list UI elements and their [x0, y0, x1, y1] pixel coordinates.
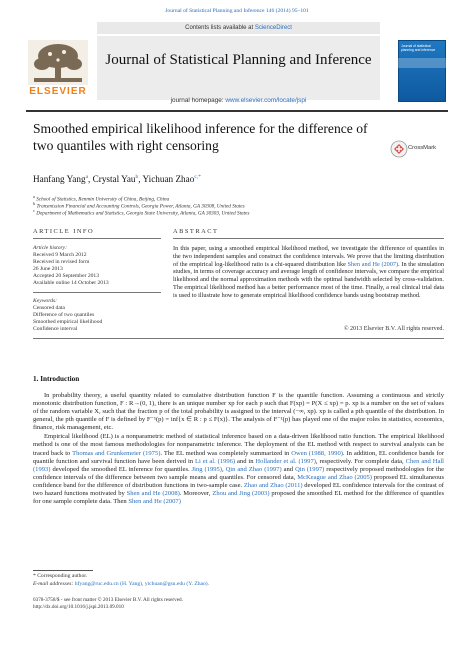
intro-body [33, 392, 444, 507]
affiliation-sup: c [33, 208, 35, 213]
affiliation [33, 208, 249, 217]
keyword: Difference of two quantiles [33, 312, 95, 318]
text-run: Empirical likelihood (EL) is a nonparametric method of statistical inference based on a data-driven likelihood ratio function. The empirical likelihood method is one of the most famous methodologies for nonparametric inference. The deployment of the EL method with respect to survival analysis can be traced back to [33, 433, 444, 457]
author-sup: a [85, 174, 89, 180]
text-run: , respectively. For complete data, [315, 457, 406, 465]
citation-link[interactable]: Shen and He (2007) [128, 497, 181, 505]
email-label: E-mail addresses: [33, 581, 75, 587]
keyword: Smoothed empirical likelihood [33, 319, 103, 325]
abstract-part: In this paper, using a smoothed empirical likelihood method, we investigate the difference of quantiles in the two independent samples and construct the confidence intervals. We prove that the limiting distribution of the empirical log-likelihood ratio is a chi-squared distribution like [173, 245, 444, 268]
author-sup: b [135, 174, 139, 180]
journal-title: Journal of Statistical Planning and Inference [105, 52, 372, 68]
citation-link[interactable]: Owen (1988, 1990) [291, 449, 343, 457]
affiliation-text: Transmission Financial and Accounting Controls, Georgia Power, Atlanta, GA 30308, United States [36, 203, 245, 210]
history-item: 26 June 2013 [33, 266, 63, 272]
affiliation-text: Department of Mathematics and Statistics, Georgia State University, Atlanta, GA 30303, United States [36, 210, 250, 217]
citation-link[interactable]: Hollander et al. (1997) [255, 457, 316, 465]
author-sup: c,* [194, 174, 201, 180]
history-label: Article history: [33, 245, 68, 251]
history-item: Available online 14 October 2013 [33, 280, 109, 286]
author-list: Hanfang Yang$^a$, Crystal Yau$^b$, Yichuan Zhao$^{c,*}$ [33, 174, 201, 185]
corresponding-author-note: * Corresponding author. [33, 573, 88, 579]
citation-link[interactable]: McKeague and Zhao (2005) [297, 473, 372, 481]
copyright: © 2013 Elsevier B.V. All rights reserved. [343, 326, 444, 332]
text-run: respectively proposed methodologies for the confidence intervals of the difference between two sample means and quantiles. For censored data, [33, 465, 444, 481]
text-run: and in [235, 457, 256, 465]
citation-link[interactable]: Chen and Hall (1993) [33, 457, 444, 473]
abstract-rule [173, 238, 444, 239]
citation-link[interactable]: Qin (1997) [295, 465, 325, 473]
intro-paragraph-2 [33, 433, 444, 505]
text-run: proposed the smoothed EL method for the difference of quantiles for one sample complete data. Then [33, 489, 444, 505]
citation-link[interactable]: Jing (1995) [191, 465, 222, 473]
crossmark-icon[interactable] [390, 140, 408, 158]
text-run: . The EL method was completely summarized in [160, 449, 292, 457]
intro-paragraph-1: In probability theory, a useful quantity related to cumulative distribution function F is the quantile function. Assuming a continuous and strictly monotonic distribution function, F : R→(0, 1), there is an unique number xp for each p such that F(xp) = P(X ≤ xp) = p. xp is a number on the set of values of the random variable X, such that the fraction p of the total probability is assigned to the interval (−∞, xp). xp is called a pth quantile of the distribution. In general, the pth quantile of F is defined by F⁻¹(p) = inf{x ∈ R : p ≤ F(x)}. The analysis of F⁻¹(p) has played one of the major roles in statistics, economics, finance, risk management, etc. [33, 392, 444, 432]
keywords-label: Keywords: [33, 298, 58, 304]
section-heading: 1. Introduction [33, 375, 80, 383]
text-run: developed the smoothed EL inference for quantiles. [50, 465, 192, 473]
elsevier-tree-logo [28, 40, 88, 85]
issn-line: 0378-3758/$ - see front matter © 2013 Elsevier B.V. All rights reserved. [33, 597, 183, 603]
keyword: Censored data [33, 305, 65, 311]
citation-link[interactable]: Shen and He (2008) [126, 489, 180, 497]
history-item: Received in revised form [33, 259, 90, 265]
abstract-heading: ABSTRACT [173, 228, 219, 235]
email-note [33, 581, 209, 588]
citation-link[interactable]: Shen and He (2007) [347, 260, 399, 268]
elsevier-wordmark: ELSEVIER [29, 86, 87, 97]
homepage-prefix: journal homepage: [170, 97, 226, 104]
header-rule [26, 110, 448, 112]
doi-link[interactable]: http://dx.doi.org/10.1016/j.jspi.2013.09.010 [33, 604, 124, 610]
abstract-part: . In the simulation studies, in terms of coverage accuracy and average length of confidence intervals, we compare the empirical likelihood and the normal approximation methods with the optimal bandwidth selected by cross-validation. The empirical likelihood method has a better performance most of the time. Finally, a real clinical trial data is used to illustrate how to generate empirical likelihood confidence bands using bootstrap method. [173, 260, 444, 299]
text-run: developed EL confidence intervals for the contrast of two hazard functions motivated by [33, 481, 444, 497]
affiliation-text: School of Statistics, Renmin University of China, Beijing, China [36, 196, 170, 203]
author-name[interactable]: Yichuan Zhao [142, 174, 195, 185]
article-title: Smoothed empirical likelihood inference for the difference of two quantiles with right censoring [33, 121, 368, 153]
affiliation-sup: a [33, 194, 35, 199]
contents-prefix: Contents lists available at [185, 25, 255, 31]
footnote-rule [33, 570, 93, 571]
cover-title: Journal of statistical planning and inference [401, 44, 436, 52]
citation-link[interactable]: Zhou and Jing (2003) [212, 489, 270, 497]
journal-homepage [97, 97, 380, 104]
text-run: , [221, 465, 226, 473]
info-divider [33, 292, 161, 293]
author-name[interactable]: Crystal Yau [92, 174, 136, 185]
contents-bar [97, 22, 380, 34]
text-run: and [281, 465, 296, 473]
affiliation-sup: b [33, 201, 36, 206]
text-run: proposed EL simultaneous confidence band for the difference of distribution functions in two-sample case. [33, 473, 444, 489]
citation-link[interactable]: Li et al. (1996) [194, 457, 236, 465]
text-run: . Moreover, [179, 489, 213, 497]
crossmark-label[interactable]: CrossMark [408, 145, 437, 151]
sciencedirect-link[interactable]: ScienceDirect [254, 25, 292, 31]
abstract-text [173, 245, 444, 300]
citation-link[interactable]: Thomas and Grunkemeier (1975) [72, 449, 161, 457]
author-name[interactable]: Hanfang Yang [33, 174, 86, 185]
abstract-bottom-rule [33, 338, 444, 339]
homepage-link[interactable]: www.elsevier.com/locate/jspi [225, 97, 307, 104]
history-item: Accepted 20 September 2013 [33, 273, 100, 279]
cover-band [398, 58, 446, 68]
email-links[interactable]: hfyang@ruc.edu.cn (H. Yang), yichuan@gsu.edu (Y. Zhao). [74, 581, 210, 587]
text-run: . In addition, EL confidence bands for quantile function and survival function have been derived in [33, 449, 445, 465]
citation-link[interactable]: Zhao and Zhao (2011) [243, 481, 303, 489]
article-info-heading: ARTICLE INFO [33, 228, 95, 235]
citation-link[interactable]: Qin and Zhao (1997) [225, 465, 282, 473]
history-item: Received 9 March 2012 [33, 252, 87, 258]
keyword: Confidence interval [33, 326, 78, 332]
info-rule [33, 238, 161, 239]
citation-line[interactable]: Journal of Statistical Planning and Inference 146 (2014) 95–101 [165, 8, 309, 14]
